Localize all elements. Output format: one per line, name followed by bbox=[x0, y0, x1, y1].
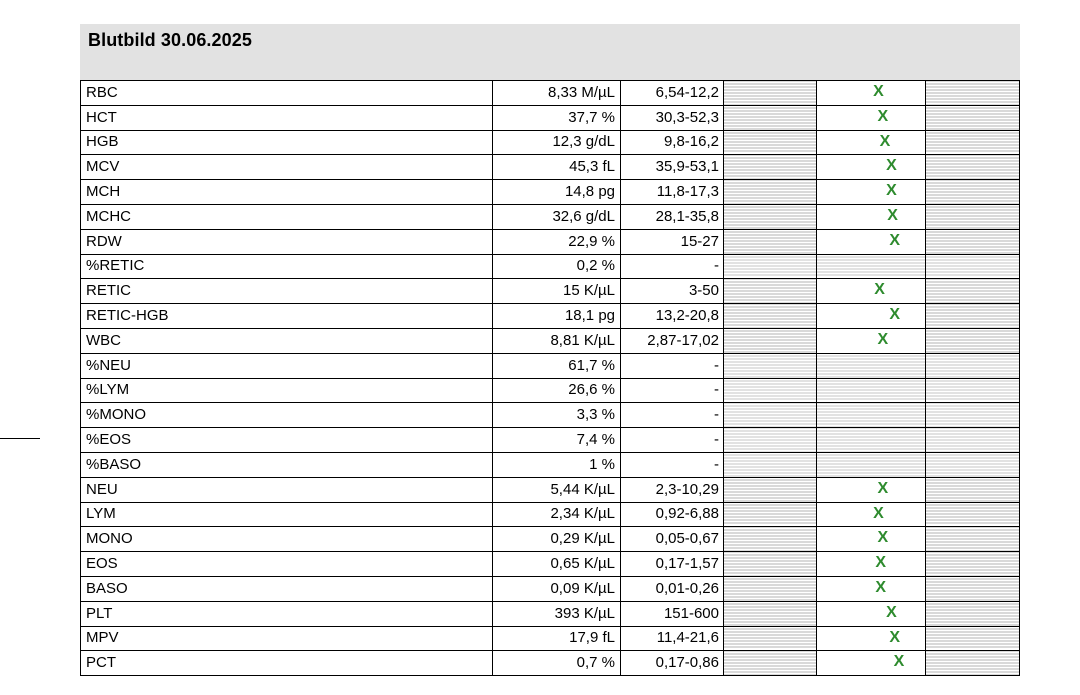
normal-zone-cell bbox=[817, 601, 926, 626]
high-zone-cell bbox=[926, 180, 1020, 205]
reference-range: 15-27 bbox=[621, 229, 724, 254]
reference-range: 11,8-17,3 bbox=[621, 180, 724, 205]
normal-zone-cell bbox=[817, 651, 926, 676]
result-value: 18,1 pg bbox=[493, 304, 621, 329]
table-row bbox=[81, 328, 1020, 353]
reference-range: 3-50 bbox=[621, 279, 724, 304]
result-value: 0,7 % bbox=[493, 651, 621, 676]
table-row bbox=[81, 105, 1020, 130]
normal-zone-cell bbox=[817, 527, 926, 552]
low-zone-cell bbox=[724, 626, 817, 651]
normal-zone-cell bbox=[817, 180, 926, 205]
high-zone-cell bbox=[926, 527, 1020, 552]
reference-range: - bbox=[621, 353, 724, 378]
parameter-name: MPV bbox=[81, 626, 493, 651]
parameter-name: MCV bbox=[81, 155, 493, 180]
high-zone-cell bbox=[926, 229, 1020, 254]
result-marker: X bbox=[889, 628, 901, 646]
table-row bbox=[81, 180, 1020, 205]
parameter-name: EOS bbox=[81, 552, 493, 577]
high-zone-cell bbox=[926, 502, 1020, 527]
reference-range: 2,87-17,02 bbox=[621, 328, 724, 353]
reference-range: 0,17-0,86 bbox=[621, 651, 724, 676]
high-zone-cell bbox=[926, 477, 1020, 502]
result-marker: X bbox=[873, 83, 884, 100]
result-marker: X bbox=[877, 529, 889, 547]
table-row bbox=[81, 279, 1020, 304]
parameter-name: WBC bbox=[81, 328, 493, 353]
parameter-name: LYM bbox=[81, 502, 493, 527]
parameter-name: MCH bbox=[81, 180, 493, 205]
result-value: 14,8 pg bbox=[493, 180, 621, 205]
reference-range: 11,4-21,6 bbox=[621, 626, 724, 651]
parameter-name: HGB bbox=[81, 130, 493, 155]
parameter-name: BASO bbox=[81, 576, 493, 601]
normal-zone-cell bbox=[817, 328, 926, 353]
high-zone-cell bbox=[926, 304, 1020, 329]
table-row bbox=[81, 81, 1020, 106]
reference-range: 28,1-35,8 bbox=[621, 204, 724, 229]
reference-range: 0,92-6,88 bbox=[621, 502, 724, 527]
result-value: 2,34 K/µL bbox=[493, 502, 621, 527]
normal-zone-cell bbox=[817, 477, 926, 502]
high-zone-cell bbox=[926, 204, 1020, 229]
high-zone-cell bbox=[926, 279, 1020, 304]
high-zone-cell bbox=[926, 155, 1020, 180]
high-zone-cell bbox=[926, 328, 1020, 353]
normal-zone-cell bbox=[817, 130, 926, 155]
parameter-name: RBC bbox=[81, 81, 493, 106]
table-row bbox=[81, 626, 1020, 651]
result-marker: X bbox=[886, 182, 897, 200]
normal-zone-cell bbox=[817, 626, 926, 651]
low-zone-cell bbox=[724, 428, 817, 453]
result-value: 0,2 % bbox=[493, 254, 621, 279]
table-row bbox=[81, 155, 1020, 180]
table-row bbox=[81, 229, 1020, 254]
normal-zone-cell bbox=[817, 279, 926, 304]
parameter-name: %EOS bbox=[81, 428, 493, 453]
result-marker: X bbox=[889, 231, 901, 249]
low-zone-cell bbox=[724, 130, 817, 155]
result-marker: X bbox=[875, 554, 886, 572]
reference-range: 13,2-20,8 bbox=[621, 304, 724, 329]
reference-range: - bbox=[621, 378, 724, 403]
table-row bbox=[81, 428, 1020, 453]
high-zone-cell bbox=[926, 601, 1020, 626]
reference-range: 2,3-10,29 bbox=[621, 477, 724, 502]
report-header bbox=[80, 24, 1020, 80]
result-marker: X bbox=[875, 578, 886, 596]
low-zone-cell bbox=[724, 229, 817, 254]
result-value: 5,44 K/µL bbox=[493, 477, 621, 502]
normal-zone-cell bbox=[817, 576, 926, 601]
result-marker: X bbox=[877, 107, 889, 125]
reference-range: 0,05-0,67 bbox=[621, 527, 724, 552]
parameter-name: NEU bbox=[81, 477, 493, 502]
blood-count-table bbox=[80, 80, 1020, 676]
table-row bbox=[81, 651, 1020, 676]
result-marker: X bbox=[887, 206, 898, 224]
result-value: 45,3 fL bbox=[493, 155, 621, 180]
table-row bbox=[81, 254, 1020, 279]
high-zone-cell bbox=[926, 576, 1020, 601]
low-zone-cell bbox=[724, 279, 817, 304]
reference-range: - bbox=[621, 452, 724, 477]
parameter-name: %MONO bbox=[81, 403, 493, 428]
parameter-name: PLT bbox=[81, 601, 493, 626]
low-zone-cell bbox=[724, 403, 817, 428]
low-zone-cell bbox=[724, 254, 817, 279]
table-row bbox=[81, 502, 1020, 527]
low-zone-cell bbox=[724, 105, 817, 130]
table-row bbox=[81, 552, 1020, 577]
parameter-name: MONO bbox=[81, 527, 493, 552]
result-marker: X bbox=[886, 157, 897, 175]
normal-zone-cell bbox=[817, 428, 926, 453]
high-zone-cell bbox=[926, 378, 1020, 403]
reference-range: 151-600 bbox=[621, 601, 724, 626]
low-zone-cell bbox=[724, 155, 817, 180]
normal-zone-cell bbox=[817, 403, 926, 428]
normal-zone-cell bbox=[817, 353, 926, 378]
report-title: Blutbild 30.06.2025 bbox=[88, 30, 252, 50]
parameter-name: %LYM bbox=[81, 378, 493, 403]
normal-zone-cell bbox=[817, 155, 926, 180]
result-value: 15 K/µL bbox=[493, 279, 621, 304]
low-zone-cell bbox=[724, 452, 817, 477]
result-value: 0,09 K/µL bbox=[493, 576, 621, 601]
high-zone-cell bbox=[926, 81, 1020, 106]
reference-range: - bbox=[621, 428, 724, 453]
parameter-name: RETIC-HGB bbox=[81, 304, 493, 329]
parameter-name: PCT bbox=[81, 651, 493, 676]
table-row bbox=[81, 477, 1020, 502]
reference-range: - bbox=[621, 254, 724, 279]
low-zone-cell bbox=[724, 204, 817, 229]
result-value: 26,6 % bbox=[493, 378, 621, 403]
result-marker: X bbox=[877, 479, 889, 497]
parameter-name: RETIC bbox=[81, 279, 493, 304]
normal-zone-cell bbox=[817, 502, 926, 527]
high-zone-cell bbox=[926, 626, 1020, 651]
low-zone-cell bbox=[724, 502, 817, 527]
normal-zone-cell bbox=[817, 452, 926, 477]
normal-zone-cell bbox=[817, 105, 926, 130]
reference-range: 9,8-16,2 bbox=[621, 130, 724, 155]
normal-zone-cell bbox=[817, 229, 926, 254]
table-row bbox=[81, 304, 1020, 329]
result-value: 1 % bbox=[493, 452, 621, 477]
normal-zone-cell bbox=[817, 552, 926, 577]
high-zone-cell bbox=[926, 353, 1020, 378]
normal-zone-cell bbox=[817, 304, 926, 329]
result-marker: X bbox=[889, 306, 901, 324]
table-body bbox=[81, 81, 1020, 676]
result-value: 0,65 K/µL bbox=[493, 552, 621, 577]
parameter-name: HCT bbox=[81, 105, 493, 130]
high-zone-cell bbox=[926, 403, 1020, 428]
high-zone-cell bbox=[926, 452, 1020, 477]
result-marker: X bbox=[886, 603, 897, 621]
result-value: 37,7 % bbox=[493, 105, 621, 130]
parameter-name: %BASO bbox=[81, 452, 493, 477]
reference-range: 0,01-0,26 bbox=[621, 576, 724, 601]
parameter-name: MCHC bbox=[81, 204, 493, 229]
result-value: 32,6 g/dL bbox=[493, 204, 621, 229]
high-zone-cell bbox=[926, 105, 1020, 130]
table-row bbox=[81, 353, 1020, 378]
low-zone-cell bbox=[724, 328, 817, 353]
result-value: 12,3 g/dL bbox=[493, 130, 621, 155]
normal-zone-cell bbox=[817, 81, 926, 106]
result-value: 7,4 % bbox=[493, 428, 621, 453]
table-row bbox=[81, 576, 1020, 601]
reference-range: - bbox=[621, 403, 724, 428]
result-value: 22,9 % bbox=[493, 229, 621, 254]
table-row bbox=[81, 403, 1020, 428]
reference-range: 6,54-12,2 bbox=[621, 81, 724, 106]
low-zone-cell bbox=[724, 601, 817, 626]
table-row bbox=[81, 130, 1020, 155]
margin-line bbox=[0, 438, 40, 439]
table-row bbox=[81, 527, 1020, 552]
table-row bbox=[81, 601, 1020, 626]
high-zone-cell bbox=[926, 552, 1020, 577]
result-marker: X bbox=[873, 504, 884, 522]
result-marker: X bbox=[879, 132, 891, 150]
low-zone-cell bbox=[724, 353, 817, 378]
result-value: 3,3 % bbox=[493, 403, 621, 428]
parameter-name: %RETIC bbox=[81, 254, 493, 279]
result-value: 61,7 % bbox=[493, 353, 621, 378]
low-zone-cell bbox=[724, 180, 817, 205]
result-value: 393 K/µL bbox=[493, 601, 621, 626]
reference-range: 35,9-53,1 bbox=[621, 155, 724, 180]
result-marker: X bbox=[877, 330, 889, 348]
normal-zone-cell bbox=[817, 254, 926, 279]
table-row bbox=[81, 204, 1020, 229]
result-value: 0,29 K/µL bbox=[493, 527, 621, 552]
low-zone-cell bbox=[724, 576, 817, 601]
table-row bbox=[81, 452, 1020, 477]
parameter-name: RDW bbox=[81, 229, 493, 254]
reference-range: 0,17-1,57 bbox=[621, 552, 724, 577]
low-zone-cell bbox=[724, 81, 817, 106]
result-marker: X bbox=[874, 281, 885, 299]
result-value: 17,9 fL bbox=[493, 626, 621, 651]
low-zone-cell bbox=[724, 477, 817, 502]
result-marker: X bbox=[893, 653, 905, 671]
result-value: 8,33 M/µL bbox=[493, 81, 621, 106]
normal-zone-cell bbox=[817, 378, 926, 403]
high-zone-cell bbox=[926, 428, 1020, 453]
high-zone-cell bbox=[926, 254, 1020, 279]
reference-range: 30,3-52,3 bbox=[621, 105, 724, 130]
high-zone-cell bbox=[926, 651, 1020, 676]
table-row bbox=[81, 378, 1020, 403]
low-zone-cell bbox=[724, 304, 817, 329]
parameter-name: %NEU bbox=[81, 353, 493, 378]
high-zone-cell bbox=[926, 130, 1020, 155]
low-zone-cell bbox=[724, 552, 817, 577]
low-zone-cell bbox=[724, 378, 817, 403]
low-zone-cell bbox=[724, 527, 817, 552]
low-zone-cell bbox=[724, 651, 817, 676]
result-value: 8,81 K/µL bbox=[493, 328, 621, 353]
normal-zone-cell bbox=[817, 204, 926, 229]
